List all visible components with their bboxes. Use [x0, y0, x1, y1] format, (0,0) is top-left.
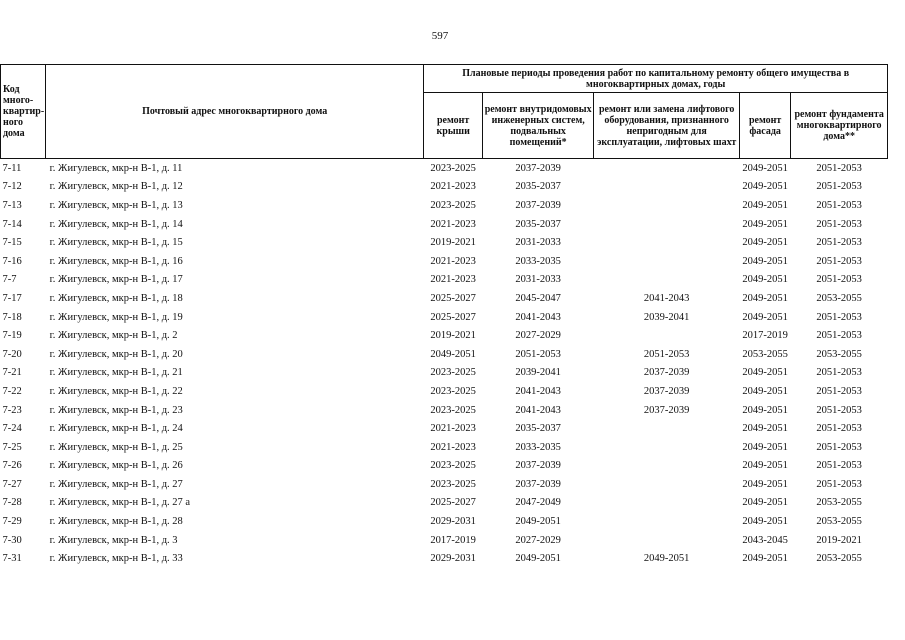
- cell-foundation: 2053-2055: [816, 348, 862, 360]
- cell-code: 7-15: [2, 237, 22, 249]
- cell-lift: [594, 326, 740, 345]
- cell-lift: 2037-2039: [643, 385, 690, 397]
- cell-code: 7-11: [2, 162, 22, 174]
- table-row: [1, 178, 888, 197]
- cell-engineering: 2041-2043: [515, 385, 561, 397]
- cell-engineering: 2035-2037: [515, 181, 561, 193]
- cell-code: 7-22: [2, 385, 22, 397]
- cell-roof: 2019-2021: [430, 237, 476, 249]
- table-row: [1, 345, 888, 364]
- header-engineering: ремонт внутридомовых инженерных систем, подвальных помещений*: [483, 93, 594, 159]
- cell-engineering: 2047-2049: [515, 497, 561, 509]
- cell-roof: 2021-2023: [430, 218, 476, 230]
- cell-facade: 2053-2055: [742, 348, 788, 360]
- cell-foundation: 2053-2055: [816, 497, 862, 509]
- cell-roof: 2023-2025: [430, 367, 476, 379]
- cell-roof: 2023-2025: [430, 199, 476, 211]
- cell-facade: 2049-2051: [742, 181, 788, 193]
- cell-engineering: 2049-2051: [515, 553, 561, 565]
- table-row: [1, 308, 888, 327]
- cell-engineering: 2033-2035: [515, 441, 561, 453]
- cell-roof: 2023-2025: [430, 460, 476, 472]
- cell-address: г. Жигулевск, мкр-н В-1, д. 15: [49, 237, 183, 249]
- header-lift: ремонт или замена лифтового оборудования, признанного непригодным для эксплуатации, лифтовых шахт: [594, 93, 740, 159]
- header-roof: ремонт крыши: [424, 93, 483, 159]
- cell-address: г. Жигулевск, мкр-н В-1, д. 27: [49, 478, 183, 490]
- table-row: [1, 549, 888, 568]
- cell-address: г. Жигулевск, мкр-н В-1, д. 26: [49, 460, 183, 472]
- cell-roof: 2017-2019: [430, 534, 476, 546]
- cell-foundation: 2051-2053: [816, 330, 862, 342]
- cell-lift: [594, 271, 740, 290]
- cell-address: г. Жигулевск, мкр-н В-1, д. 33: [49, 553, 183, 565]
- cell-roof: 2023-2025: [430, 162, 476, 174]
- table-row: [1, 438, 888, 457]
- cell-code: 7-21: [2, 367, 22, 379]
- cell-facade: 2049-2051: [742, 311, 788, 323]
- cell-facade: 2049-2051: [742, 237, 788, 249]
- table-row: [1, 364, 888, 383]
- cell-code: 7-20: [2, 348, 22, 360]
- cell-lift: [594, 457, 740, 476]
- cell-address: г. Жигулевск, мкр-н В-1, д. 2: [49, 330, 178, 342]
- cell-foundation: 2051-2053: [816, 423, 862, 435]
- cell-lift: 2037-2039: [643, 367, 690, 379]
- cell-lift: [594, 159, 740, 178]
- cell-lift: [594, 531, 740, 550]
- cell-foundation: 2051-2053: [816, 199, 862, 211]
- table-row: [1, 401, 888, 420]
- cell-address: г. Жигулевск, мкр-н В-1, д. 20: [49, 348, 183, 360]
- cell-foundation: 2051-2053: [816, 441, 862, 453]
- cell-facade: 2049-2051: [742, 441, 788, 453]
- table-row: [1, 289, 888, 308]
- header-address: Почтовый адрес многоквартирного дома: [46, 65, 424, 159]
- cell-facade: 2049-2051: [742, 516, 788, 528]
- cell-lift: [594, 475, 740, 494]
- cell-foundation: 2051-2053: [816, 181, 862, 193]
- table-row: [1, 494, 888, 513]
- cell-roof: 2025-2027: [430, 311, 476, 323]
- cell-roof: 2021-2023: [430, 441, 476, 453]
- cell-code: 7-27: [2, 478, 22, 490]
- table-row: [1, 252, 888, 271]
- table-row: [1, 159, 888, 178]
- cell-address: г. Жигулевск, мкр-н В-1, д. 13: [49, 199, 183, 211]
- cell-engineering: 2033-2035: [515, 255, 561, 267]
- cell-code: 7-26: [2, 460, 22, 472]
- cell-foundation: 2051-2053: [816, 404, 862, 416]
- cell-engineering: 2041-2043: [515, 311, 561, 323]
- cell-roof: 2049-2051: [430, 348, 476, 360]
- cell-facade: 2049-2051: [742, 162, 788, 174]
- cell-address: г. Жигулевск, мкр-н В-1, д. 14: [49, 218, 183, 230]
- cell-foundation: 2051-2053: [816, 162, 862, 174]
- cell-roof: 2021-2023: [430, 181, 476, 193]
- cell-facade: 2049-2051: [742, 385, 788, 397]
- page-number: 597: [431, 30, 449, 42]
- cell-address: г. Жигулевск, мкр-н В-1, д. 11: [49, 162, 183, 174]
- cell-engineering: 2035-2037: [515, 218, 561, 230]
- cell-address: г. Жигулевск, мкр-н В-1, д. 19: [49, 311, 183, 323]
- cell-address: г. Жигулевск, мкр-н В-1, д. 24: [49, 423, 183, 435]
- cell-roof: 2025-2027: [430, 292, 476, 304]
- cell-facade: 2049-2051: [742, 478, 788, 490]
- cell-foundation: 2051-2053: [816, 237, 862, 249]
- cell-engineering: 2041-2043: [515, 404, 561, 416]
- cell-foundation: 2051-2053: [816, 255, 862, 267]
- cell-foundation: 2051-2053: [816, 218, 862, 230]
- cell-engineering: 2037-2039: [515, 478, 561, 490]
- cell-lift: 2037-2039: [643, 404, 690, 416]
- cell-code: 7-24: [2, 423, 22, 435]
- table-row: [1, 531, 888, 550]
- cell-lift: 2041-2043: [643, 292, 690, 304]
- cell-code: 7-17: [2, 292, 22, 304]
- cell-engineering: 2049-2051: [515, 516, 561, 528]
- cell-address: г. Жигулевск, мкр-н В-1, д. 18: [49, 292, 183, 304]
- cell-roof: 2023-2025: [430, 478, 476, 490]
- cell-engineering: 2035-2037: [515, 423, 561, 435]
- cell-foundation: 2051-2053: [816, 385, 862, 397]
- cell-code: 7-12: [2, 181, 22, 193]
- table-row: [1, 326, 888, 345]
- cell-address: г. Жигулевск, мкр-н В-1, д. 21: [49, 367, 183, 379]
- cell-address: г. Жигулевск, мкр-н В-1, д. 28: [49, 516, 183, 528]
- cell-lift: [594, 233, 740, 252]
- table-row: [1, 233, 888, 252]
- cell-facade: 2049-2051: [742, 423, 788, 435]
- cell-address: г. Жигулевск, мкр-н В-1, д. 22: [49, 385, 183, 397]
- cell-facade: 2049-2051: [742, 218, 788, 230]
- cell-code: 7-16: [2, 255, 22, 267]
- table-row: [1, 457, 888, 476]
- table-row: [1, 382, 888, 401]
- cell-roof: 2029-2031: [430, 516, 476, 528]
- cell-foundation: 2019-2021: [816, 534, 862, 546]
- cell-engineering: 2037-2039: [515, 199, 561, 211]
- table-row: [1, 419, 888, 438]
- cell-roof: 2023-2025: [430, 385, 476, 397]
- capital-repair-table: [0, 64, 888, 568]
- cell-engineering: 2031-2033: [515, 237, 561, 249]
- cell-roof: 2025-2027: [430, 497, 476, 509]
- table-row: [1, 512, 888, 531]
- cell-engineering: 2045-2047: [515, 292, 561, 304]
- header-code: Код много-квартир-ного дома: [1, 65, 46, 159]
- cell-code: 7-29: [2, 516, 22, 528]
- cell-lift: [594, 196, 740, 215]
- table-row: [1, 271, 888, 290]
- cell-lift: [594, 419, 740, 438]
- cell-address: г. Жигулевск, мкр-н В-1, д. 23: [49, 404, 183, 416]
- cell-foundation: 2053-2055: [816, 516, 862, 528]
- cell-roof: 2021-2023: [430, 274, 476, 286]
- cell-lift: 2039-2041: [643, 311, 690, 323]
- cell-facade: 2017-2019: [742, 330, 788, 342]
- cell-facade: 2043-2045: [742, 534, 788, 546]
- cell-address: г. Жигулевск, мкр-н В-1, д. 12: [49, 181, 183, 193]
- cell-facade: 2049-2051: [742, 292, 788, 304]
- table-row: [1, 475, 888, 494]
- cell-facade: 2049-2051: [742, 274, 788, 286]
- cell-roof: 2021-2023: [430, 255, 476, 267]
- cell-roof: 2023-2025: [430, 404, 476, 416]
- cell-code: 7-23: [2, 404, 22, 416]
- cell-code: 7-18: [2, 311, 22, 323]
- cell-lift: 2049-2051: [643, 553, 690, 565]
- cell-foundation: 2051-2053: [816, 311, 862, 323]
- cell-lift: [594, 215, 740, 234]
- cell-roof: 2029-2031: [430, 553, 476, 565]
- cell-code: 7-19: [2, 330, 22, 342]
- cell-facade: 2049-2051: [742, 199, 788, 211]
- cell-foundation: 2051-2053: [816, 367, 862, 379]
- table-body: [1, 159, 888, 569]
- cell-foundation: 2053-2055: [816, 292, 862, 304]
- cell-facade: 2049-2051: [742, 255, 788, 267]
- cell-code: 7-31: [2, 553, 22, 565]
- cell-facade: 2049-2051: [742, 367, 788, 379]
- cell-address: г. Жигулевск, мкр-н В-1, д. 17: [49, 274, 183, 286]
- cell-foundation: 2051-2053: [816, 478, 862, 490]
- cell-code: 7-7: [2, 274, 17, 286]
- cell-address: г. Жигулевск, мкр-н В-1, д. 3: [49, 534, 178, 546]
- cell-address: г. Жигулевск, мкр-н В-1, д. 25: [49, 441, 183, 453]
- cell-foundation: 2051-2053: [816, 460, 862, 472]
- cell-facade: 2049-2051: [742, 553, 788, 565]
- cell-code: 7-30: [2, 534, 22, 546]
- header-facade: ремонт фасада: [740, 93, 791, 159]
- table-row: [1, 196, 888, 215]
- cell-lift: [594, 512, 740, 531]
- cell-engineering: 2027-2029: [515, 330, 561, 342]
- cell-engineering: 2027-2029: [515, 534, 561, 546]
- cell-roof: 2021-2023: [430, 423, 476, 435]
- cell-foundation: 2053-2055: [816, 553, 862, 565]
- cell-lift: [594, 438, 740, 457]
- cell-lift: [594, 494, 740, 513]
- cell-roof: 2019-2021: [430, 330, 476, 342]
- cell-engineering: 2037-2039: [515, 162, 561, 174]
- cell-lift: 2051-2053: [643, 348, 690, 360]
- cell-lift: [594, 178, 740, 197]
- cell-code: 7-28: [2, 497, 22, 509]
- cell-engineering: 2051-2053: [515, 348, 561, 360]
- cell-code: 7-25: [2, 441, 22, 453]
- cell-foundation: 2051-2053: [816, 274, 862, 286]
- cell-facade: 2049-2051: [742, 404, 788, 416]
- table-row: [1, 215, 888, 234]
- cell-code: 7-13: [2, 199, 22, 211]
- cell-facade: 2049-2051: [742, 497, 788, 509]
- cell-engineering: 2037-2039: [515, 460, 561, 472]
- cell-address: г. Жигулевск, мкр-н В-1, д. 27 а: [49, 497, 191, 509]
- cell-code: 7-14: [2, 218, 22, 230]
- cell-engineering: 2039-2041: [515, 367, 561, 379]
- cell-address: г. Жигулевск, мкр-н В-1, д. 16: [49, 255, 183, 267]
- header-work-periods: Плановые периоды проведения работ по капитальному ремонту общего имущества в многоквартирных домах, годы: [424, 65, 888, 93]
- cell-facade: 2049-2051: [742, 460, 788, 472]
- header-foundation: ремонт фундамента многоквартирного дома**: [791, 93, 888, 159]
- cell-engineering: 2031-2033: [515, 274, 561, 286]
- cell-lift: [594, 252, 740, 271]
